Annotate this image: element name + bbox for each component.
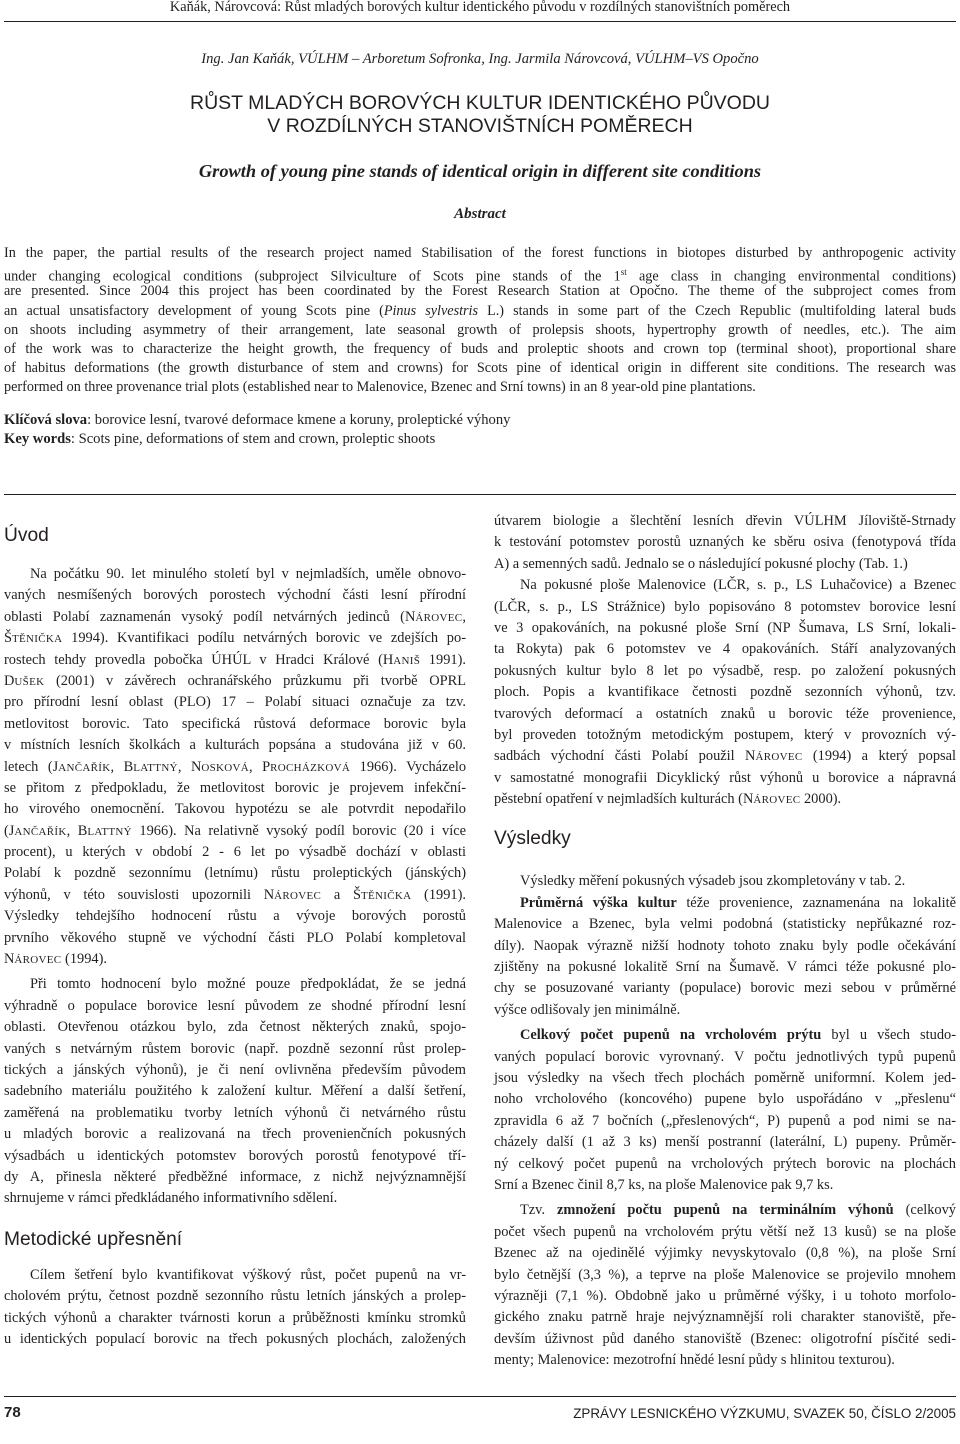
abstract-line: are presented. Since 2004 this project has been coordinated by the Forest Research Station at Opočno. The theme of the subproject comes from — [4, 283, 956, 300]
text-line: rostech tehdy provedla pobočka ÚHÚL v Hradci Králové (HANIŠ 1991). — [4, 651, 466, 668]
text-line: (LČR, s. p., LS Strážnice) bylo popisováno 8 potomstev borovice lesní — [494, 598, 956, 615]
text-line: k testování potomstev porostů uznaných ke sběru osiva (fenotypová třída — [494, 534, 956, 551]
text-line: oblasti. Otevřenou otázkou bylo, zda četnost některých znaků, spojo- — [4, 1019, 466, 1036]
text-line: sadebního materiálu použitého k založení kultur. Měření a další šetření, — [4, 1083, 466, 1100]
heading-metodicke-upresneni: Metodické upřesnění — [4, 1228, 183, 1250]
text-line: letech (JANČAŘÍK, BLATTNÝ, NOSKOVÁ, PROCHÁZKOVÁ 1966). Vycházelo — [4, 758, 467, 775]
text-line: Průměrná výška kultur téže provenience, zaznamenána na lokalitě — [520, 894, 957, 911]
header-rule — [4, 21, 956, 22]
text-line: pěstební opatření v nejmladších kulturách (NÁROVEC 2000). — [494, 791, 842, 808]
abstract-line: performed on three provenance trial plots (established near to Malenovice, Bzenec and Srní towns) in an 8 year-old pine plantations. — [4, 379, 756, 396]
text-line: Při tomto hodnocení bylo možné pouze předpokládat, že se jedná — [30, 976, 466, 993]
text-line: ný celkový počet pupenů na vrcholových prýtech borovic na plochách — [494, 1155, 956, 1172]
text-line: pro přírodní lesní oblast (PLO) 17 – Polabí situaci označuje za tzv. — [4, 694, 466, 711]
text-line: Celkový počet pupenů na vrcholovém prýtu byl u všech studo- — [520, 1027, 956, 1044]
text-line: výrazněji (7,1 %). Obdobně jako u průměrné výšky, i u tohoto morfolo- — [494, 1287, 956, 1304]
text-line: tických a jánských výhonů), je či není ovlivněna především původem — [4, 1061, 466, 1078]
text-line: útvarem biologie a šlechtění lesních dřevin VÚLHM Jíloviště-Strnady — [494, 513, 956, 529]
heading-uvod: Úvod — [4, 525, 49, 546]
title-line-1: RŮST MLADÝCH BOROVÝCH KULTUR IDENTICKÉHO PŮVODU — [189, 92, 771, 114]
article-title — [0, 92, 960, 138]
keywords-czech: Klíčová slova: borovice lesní, tvarové deformace kmene a koruny, proleptické výhony — [4, 412, 511, 428]
authors: Ing. Jan Kaňák, VÚLHM – Arboretum Sofronka, Ing. Jarmila Nárovcová, VÚLHM–VS Opočno — [201, 51, 759, 67]
text-line: Polabí k pozdně sezonnímu (letnímu) růstu proleptických (jánských) — [4, 865, 466, 882]
text-line: výhonů, v této souvislosti upozornili NÁROVEC a ŠTĚNIČKA (1991). — [4, 886, 467, 903]
english-subtitle: Growth of young pine stands of identical origin in different site conditions — [198, 161, 762, 181]
text-line: u mladých borovic a realizovaná na třech provenienčních pokusných — [4, 1126, 466, 1143]
text-line: ho virového onemocnění. Takovou hypotézu se ale potvrdit nepodařilo — [4, 801, 466, 818]
text-line: tických výhonů a charakter tvárnosti korun a průběžnosti kmínku stromků — [4, 1309, 466, 1326]
running-head: Kaňák, Nárovcová: Růst mladých borových kultur identického původu v rozdílných stanovištních poměrech — [169, 0, 791, 15]
text-line: devším úživnost půd daného stanoviště (Bzenec: oligotrofní písčité sedi- — [494, 1330, 956, 1347]
text-line: u identických populací borovic na třech pokusných plochách, založených — [4, 1330, 466, 1347]
text-line: Malenovice a Bzenec, byla velmi podobná (statisticky nepřůkazné roz- — [494, 916, 956, 933]
text-line: Na počátku 90. let minulého století byl v nejmladších, uměle obnovo- — [30, 566, 466, 582]
text-line: bylo četnější (3,3 %), a teprve na ploše Malenovice se projevilo mnohem — [494, 1266, 956, 1283]
text-line: pokusných kultur bylo 8 let po výsadbě, resp. po založení pokusných — [494, 662, 956, 679]
text-line: zpravidla 6 až 7 bočních („přeslenových“, P) pupenů a pod nimi se na- — [494, 1112, 956, 1129]
text-line: DUŠEK (2001) v závěrech ochranářského průzkumu při tvorbě OPRL — [4, 672, 466, 689]
text-line: Srní a Bzenec činil 8,7 ks, na ploše Malenovice pak 9,7 ks. — [494, 1176, 834, 1193]
text-line: chy se posuzované varianty (populace) borovic mezi sebou v průměrné — [494, 980, 956, 997]
text-line: ploch. Popis a kvantifikace četnosti pozdně sezonních výhonů, tzv. — [494, 684, 956, 701]
section-rule — [4, 494, 956, 495]
abstract-line: of habitus deformations (the growth disturbance of stem and crowns) for Scots pine of identical origin in different site conditions. The research was — [4, 360, 956, 377]
text-line: sadbách východní části Polabí použil NÁROVEC (1994) a který popsal — [494, 748, 956, 765]
abstract-line: In the paper, the partial results of the research project named Stabilisation of the forest functions in biotopes disturbed by anthropogenic activity — [4, 245, 956, 261]
text-line: Tzv. zmnožení počtu pupenů na terminálním výhonů (celkový — [520, 1202, 956, 1219]
text-line: Bzenec až na ojedinělé výjimky nevyskytovalo (0,8 %), na ploše Srní — [494, 1245, 956, 1262]
text-line: metlovitost borovic. Tato specifická růstová deformace borovic byla — [4, 715, 466, 732]
text-line: díly). Naopak výrazně nižší hodnoty tohoto znaku byly podle očekávání — [494, 937, 956, 954]
text-line: byl proveden totožným metodickým postupem, který v provozních vý- — [494, 726, 956, 743]
text-line: Výsledky měření pokusných výsadeb jsou zkompletovány v tab. 2. — [520, 873, 906, 890]
title-line-2: V ROZDÍLNÝCH STANOVIŠTNÍCH POMĚRECH — [267, 115, 693, 137]
text-line: procent), u kterých v období 2 - 6 let po výsadbě dochází v oblasti — [4, 844, 466, 861]
text-line: v místních lesních školkách a kulturách popsána a studována již v 60. — [4, 737, 466, 754]
abstract-heading: Abstract — [454, 206, 506, 222]
text-line: cházely další (1 až 3 ks) menší postranní (laterální, L) pupeny. Průměr- — [494, 1134, 956, 1151]
text-line: ŠTĚNIČKA 1994). Kvantifikaci podílu netvárných borovic ve zdejších po- — [4, 630, 466, 647]
text-line: jsou výsledky na všech třech plochách poměrně uniformní. Kolem jed- — [494, 1069, 956, 1086]
text-line: menty; Malenovice: mezotrofní hnědé lesní půdy s hlinitou texturou). — [494, 1352, 895, 1369]
text-line: výšce odlišovaly jen minimálně. — [494, 1001, 681, 1018]
text-line: vaných nesmíšených borových porostech východní části lesní přírodní — [4, 587, 466, 604]
abstract-line: an actual unsatisfactory development of young Scots pine (Pinus sylvestris L.) stands in some part of the Czech Republic (multifolding lateral buds — [4, 302, 956, 319]
text-line: se přitom z předpokladu, že metlovitost borovic je projevem infekční- — [4, 779, 466, 796]
text-line: zjištěny na pokusné lokalitě Srní na Šumavě. V rámci téže pokusné plo- — [494, 959, 956, 976]
abstract-line: under changing ecological conditions (subproject Silviculture of Scots pine stands of the 1st age class in changing environmental conditions) — [4, 267, 956, 285]
text-line: tvarových deformací a ostatních znaků u borovic téže provenience, — [494, 705, 956, 722]
text-line: vaných s netvárným růstem borovic (např. pozdně sezonní růst prolep- — [4, 1040, 466, 1057]
text-line: výhradně o populace borovice lesní původem ze shodné přírodní lesní — [4, 997, 466, 1014]
page-number: 78 — [4, 1404, 21, 1421]
text-line: vaných populací borovic vyrovnaný. V počtu jednotlivých typů pupenů — [494, 1048, 956, 1065]
text-line: prvního věkového stupně ve východní části PLO Polabí kompletoval — [4, 929, 466, 946]
text-line: ta Rokyta) pak 6 potomstev ve 4 opakováních. Stáří analyzovaných — [494, 641, 956, 658]
text-line: (JANČAŘÍK, BLATTNÝ 1966). Na relativně vysoký podíl borovic (20 i více — [4, 822, 466, 839]
text-line: NÁROVEC (1994). — [4, 951, 107, 968]
journal-footer: ZPRÁVY LESNICKÉHO VÝZKUMU, SVAZEK 50, ČÍSLO 2/2005 — [573, 1406, 956, 1421]
footer-rule — [4, 1396, 956, 1397]
right-column — [494, 511, 956, 1371]
text-line: Na pokusné ploše Malenovice (LČR, s. p., LS Luhačovice) a Bzenec — [520, 577, 956, 594]
heading-vysledky: Výsledky — [494, 828, 571, 850]
text-line: oblasti Polabí zaznamenán vysoký podíl netvárných jedinců (NÁROVEC, — [4, 608, 466, 625]
text-line: zaměřená na problematiku tvorby letních výhonů či netvárného růstu — [4, 1104, 466, 1121]
text-line: dy A, přinesla některé předběžné informace, z nichž nejvýznamnější — [4, 1168, 466, 1185]
text-line: shrnujeme v rámci předkládaného informativního sdělení. — [4, 1190, 338, 1207]
text-line: noho vrcholového (koncového) pupene bylo uspořádáno v „přeslenu“ — [494, 1091, 956, 1108]
keywords-english: Key words: Scots pine, deformations of stem and crown, proleptic shoots — [4, 431, 436, 447]
abstract-line: on shoots including asymmetry of their arrangement, late seasonal growth of prolepsis shoots, hypertrophy growth of needles, etc.). The aim — [4, 321, 956, 338]
text-line: Výsledky tehdejšího hodnocení růstu a vývoje borových porostů — [4, 908, 466, 925]
text-line: Cílem šetření bylo kvantifikovat výškový růst, počet pupenů na vr- — [30, 1266, 466, 1283]
text-line: ve 3 opakováních, na pokusné ploše Srní (NP Šumava, LS Srní, lokali- — [494, 619, 956, 636]
left-column — [4, 524, 466, 1350]
abstract-body — [4, 244, 956, 398]
text-line: v samostatné monografii Dicyklický růst výhonů u borovice a nápravná — [494, 769, 956, 786]
text-line: výsadbách u identických potomstev borových porostů fenotypové tří- — [4, 1147, 466, 1164]
abstract-line: of the work was to characterize the height growth, the frequency of buds and proleptic shoots and crown top (terminal shoot), proportional share — [4, 340, 956, 357]
text-line: počet všech pupenů na vrcholovém prýtu větší než 13 kusů) se na ploše — [494, 1223, 956, 1240]
text-line: cholovém prýtu, četnost pozdně sezonního růstu letních jánských a prolep- — [4, 1288, 466, 1305]
text-line: gického znaku patrně hraje nejvýznamnější roli charakter stanoviště, pře- — [494, 1309, 956, 1326]
text-line: A) a semenných sadů. Jednalo se o následující pokusné plochy (Tab. 1.) — [494, 555, 908, 572]
